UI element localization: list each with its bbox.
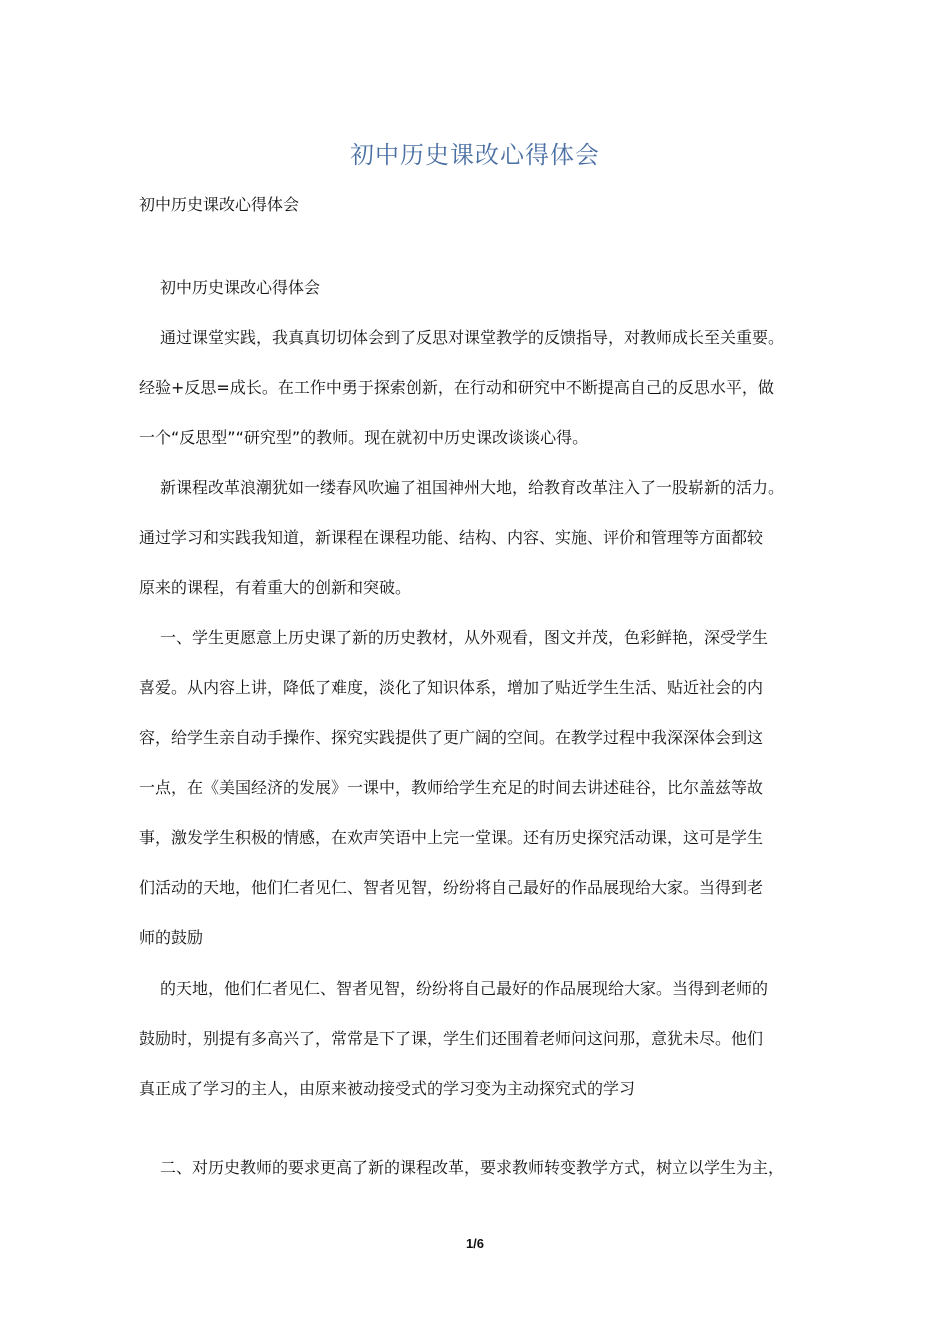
paragraph-line: 通过课堂实践，我真真切切体会到了反思对课堂教学的反馈指导，对教师成长至关重要。 — [160, 328, 785, 347]
paragraph-line: 容，给学生亲自动手操作、探究实践提供了更广阔的空间。在教学过程中我深深体会到这 — [139, 728, 764, 747]
document-title: 初中历史课改心得体会 — [350, 141, 600, 169]
paragraph-line: 一个“反思型”“研究型”的教师。现在就初中历史课改谈谈心得。 — [139, 428, 589, 447]
page-number: 1/6 — [465, 1236, 485, 1251]
document-subtitle: 初中历史课改心得体会 — [139, 195, 300, 214]
paragraph-line: 师的鼓励 — [139, 928, 204, 947]
paragraph-line: 事，激发学生积极的情感，在欢声笑语中上完一堂课。还有历史探究活动课，这可是学生 — [139, 828, 764, 847]
paragraph-line: 一、学生更愿意上历史课了新的历史教材，从外观看，图文并茂，色彩鲜艳，深受学生 — [160, 628, 769, 647]
paragraph-line: 一点，在《美国经济的发展》一课中，教师给学生充足的时间去讲述硅谷，比尔盖兹等故 — [139, 778, 764, 797]
paragraph-line: 真正成了学习的主人，由原来被动接受式的学习变为主动探究式的学习 — [139, 1079, 636, 1098]
paragraph-line: 鼓励时，别提有多高兴了，常常是下了课，学生们还围着老师问这问那，意犹未尽。他们 — [139, 1029, 764, 1048]
paragraph-line: 二、对历史教师的要求更高了新的课程改革，要求教师转变教学方式，树立以学生为主， — [160, 1158, 785, 1177]
paragraph-line: 经验+反思=成长。在工作中勇于探索创新，在行动和研究中不断提高自己的反思水平，做 — [139, 378, 774, 397]
paragraph-line: 通过学习和实践我知道，新课程在课程功能、结构、内容、实施、评价和管理等方面都较 — [139, 528, 764, 547]
paragraph-line: 喜爱。从内容上讲，降低了难度，淡化了知识体系，增加了贴近学生生活、贴近社会的内 — [139, 678, 764, 697]
paragraph-line: 们活动的天地，他们仁者见仁、智者见智，纷纷将自己最好的作品展现给大家。当得到老 — [139, 878, 764, 897]
paragraph-line: 的天地，他们仁者见仁、智者见智，纷纷将自己最好的作品展现给大家。当得到老师的 — [160, 979, 769, 998]
paragraph-line: 原来的课程，有着重大的创新和突破。 — [139, 578, 412, 597]
paragraph-line: 初中历史课改心得体会 — [160, 278, 321, 297]
paragraph-line: 新课程改革浪潮犹如一缕春风吹遍了祖国神州大地，给教育改革注入了一股崭新的活力。 — [160, 478, 785, 497]
